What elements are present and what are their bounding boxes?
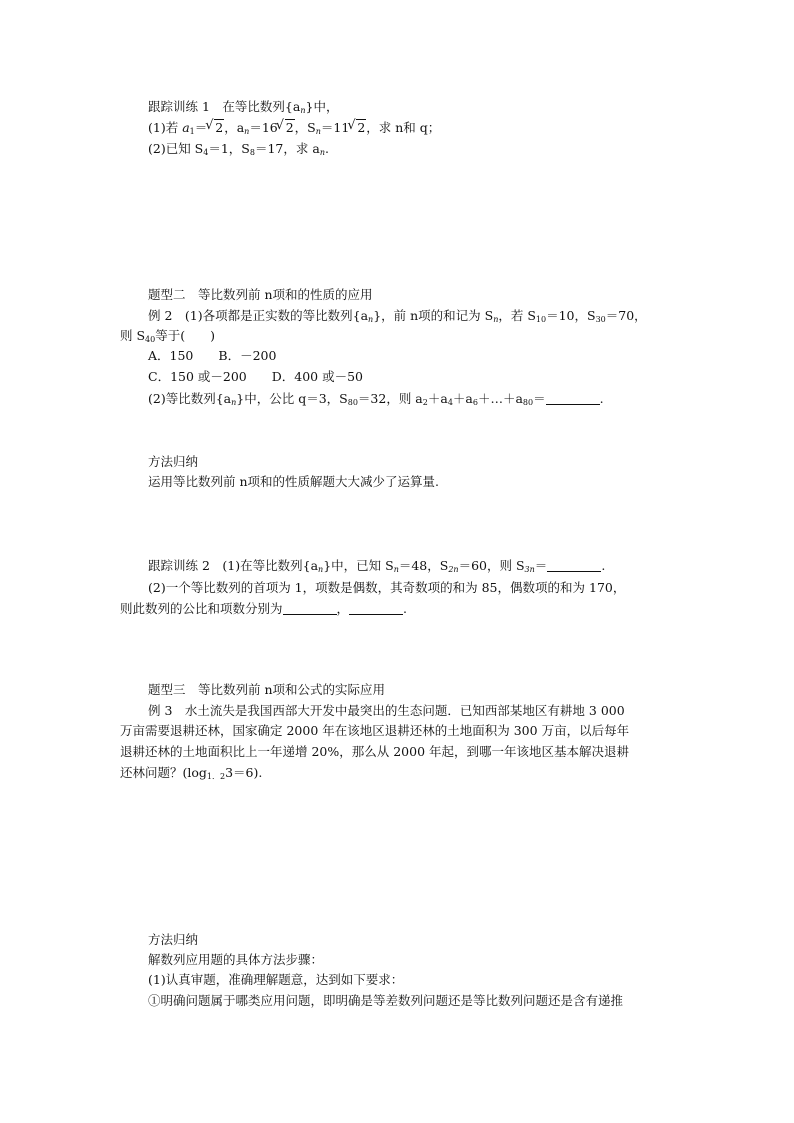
sqrt-sign: √ 2	[278, 118, 295, 138]
answer-blank	[349, 602, 403, 615]
answer-blank	[546, 392, 600, 405]
method2-line2: (1)认真审题，准确理解题意，达到如下要求：	[148, 972, 404, 987]
example3-line4: 还林问题？$(\log_{1.2}3=6)$.	[120, 765, 263, 781]
type2-heading: 题型二 等比数列前 n项和的性质的应用	[148, 287, 373, 302]
options-cd: C．150 或－200 D．400 或－50	[148, 369, 364, 384]
method2-heading: 方法归纳	[148, 932, 199, 947]
track1-heading: 跟踪训练 1 在等比数列$\{a_n\}$中，	[148, 99, 339, 115]
method-text: 运用等比数列前 n项和的性质解题大大减少了运算量.	[148, 474, 439, 489]
method2-line3: ①明确问题属于哪类应用问题，即明确是等差数列问题还是等比数列问题还是含有递推	[148, 993, 624, 1008]
track2-part2-cont: 则此数列的公比和项数分别为 ， .	[120, 601, 408, 616]
example3-line2: 万亩需要退耕还林，国家确定 2000 年在该地区退耕还林的土地面积为 300 万亩，以后每年	[120, 723, 630, 738]
example3-line1: 例 3 水土流失是我国西部大开发中最突出的生态问题．已知西部某地区有耕地 3 000	[148, 703, 625, 718]
sqrt-sign: √ 2	[207, 118, 224, 138]
example2-line1: 例 2 (1)各项都是正实数的等比数列$\{a_n\}$，前 n项的和记为 $S_n$，若 $S_{10}=10$，$S_{30}=70$，	[148, 308, 647, 324]
method-heading: 方法归纳	[148, 454, 199, 469]
answer-blank	[547, 559, 601, 572]
track2-part1: 跟踪训练 2 (1)在等比数列$\{a_n\}$中，已知 $S_n=48$，$S_{2n}=60$，则 $S_{3n}=$ .	[148, 558, 606, 574]
method2-line1: 解数列应用题的具体方法步骤：	[148, 952, 324, 967]
example2-line2: 则 $S_{40}$等于( )	[120, 328, 215, 344]
track1-part2: (2)已知 $S_4=1$，$S_8=17$，求 $a_n$.	[148, 141, 329, 157]
sqrt-sign: √ 2	[349, 118, 366, 138]
example3-line3: 退耕还林的土地面积比上一年递增 20%，那么从 2000 年起，到哪一年该地区基本解决退耕	[120, 744, 630, 759]
answer-blank	[283, 602, 337, 615]
type3-heading: 题型三 等比数列前 n项和公式的实际应用	[148, 682, 386, 697]
track2-part2: (2)一个等比数列的首项为 1，项数是偶数，其奇数项的和为 85，偶数项的和为 170，	[148, 580, 626, 595]
options-ab: A．150 B．－200	[148, 348, 277, 363]
track1-part1: (1)若 $a_1=√$ 2，$a_n=16√$ 2，$S_n=11√$ 2，求 n和 q；	[148, 118, 440, 138]
example2-part2: (2)等比数列$\{a_n\}$中，公比 q＝3，$S_{80}=32$，则 $a_2+a_4+a_6+\dots+a_{80}=$ .	[148, 391, 604, 407]
